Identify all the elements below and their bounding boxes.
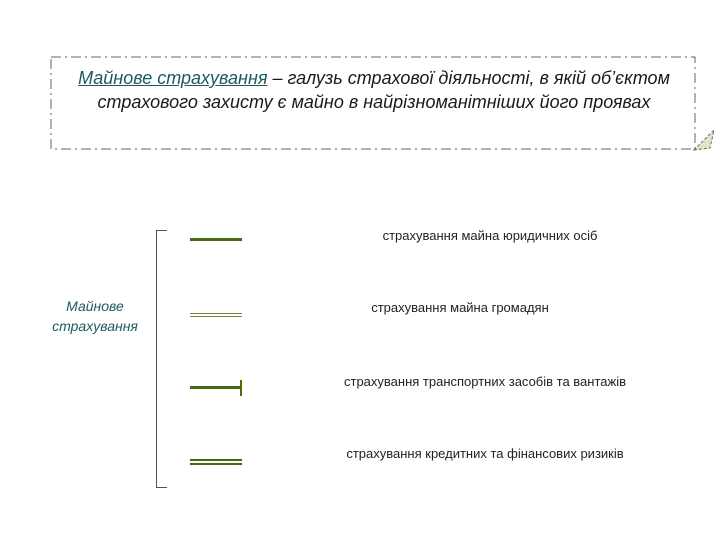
definition-body: – галузь страхової діяльності, в якій об’єктом страхового захисту є майно в найрізноманітніших його проявах xyxy=(97,68,670,112)
branch-connector-1 xyxy=(190,238,242,241)
page-fold-icon xyxy=(692,128,718,154)
diagram-root-label: Майнове страхування xyxy=(52,298,138,334)
definition-text xyxy=(60,66,688,114)
branch-label-credit-financial-risks: страхування кредитних та фінансових ризиків xyxy=(346,446,624,461)
definition-box xyxy=(50,56,700,150)
branch-connector-3-tick xyxy=(240,380,242,396)
definition-term: Майнове страхування xyxy=(78,68,268,88)
branch-label-citizens: страхування майна громадян xyxy=(371,300,549,315)
branch-label-vehicles-cargo: страхування транспортних засобів та вантажів xyxy=(344,374,626,389)
branch-connector-2 xyxy=(190,313,242,317)
branch-connector-3 xyxy=(190,386,242,389)
branch-label-legal-entities: страхування майна юридичних осіб xyxy=(382,228,598,243)
diagram-bracket xyxy=(156,230,167,488)
branch-connector-4 xyxy=(190,459,242,465)
